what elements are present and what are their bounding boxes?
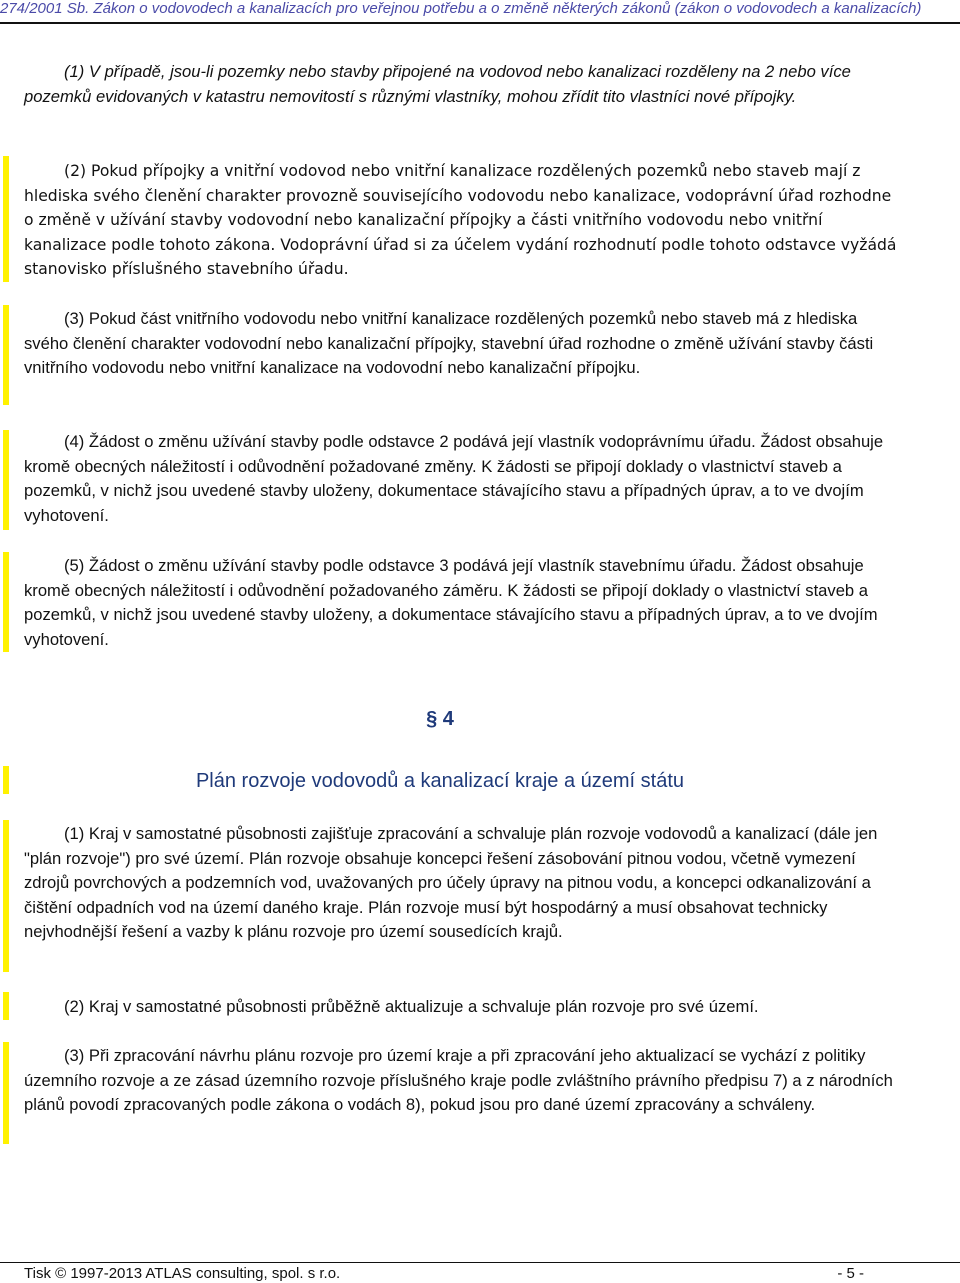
section-number: § 4: [426, 708, 454, 730]
section-paragraph-3: (3) Při zpracování návrhu plánu rozvoje pro území kraje a při zpracování jeho aktualizací se vychází z politiky územního rozvoje a ze zásad územního rozvoje příslušného kraje podle zvláštního právního předpisu 7) a z národních plánů povodí zpracovaných podle zákona o vodách 8), pokud jsou pro dané území zpracovány a schváleny.: [24, 1046, 893, 1115]
paragraph-1: (1) V případě, jsou-li pozemky nebo stavby připojené na vodovod nebo kanalizaci rozděleny na 2 nebo více pozemků evidovaných v katastru nemovitostí s různými vlastníky, mohou zřídit tito vlastníci nové přípojky.: [24, 62, 851, 106]
change-marker: [3, 1042, 9, 1144]
paragraph-4: (4) Žádost o změnu užívání stavby podle odstavce 2 podává její vlastník vodoprávnímu úřadu. Žádost obsahuje kromě obecných náležitostí i odůvodnění požadované změny. K žádosti se připojí doklady o vlastnictví staveb a pozemků, v nichž jsou uvedené stavby uloženy, dokumentace stávajícího stavu a případných úprav, a to ve dvojím vyhotovení.: [24, 432, 884, 525]
section-paragraph-2: (2) Kraj v samostatné působnosti průběžně aktualizuje a schvaluje plán rozvoje pro své území.: [64, 997, 759, 1016]
change-marker: [3, 156, 9, 282]
document-header: 274/2001 Sb. Zákon o vodovodech a kanalizacích pro veřejnou potřebu a o změně některých zákonů (zákon o vodovodech a kanalizacích): [0, 0, 922, 17]
paragraph-5: (5) Žádost o změnu užívání stavby podle odstavce 3 podává její vlastník stavebnímu úřadu. Žádost obsahuje kromě obecných náležitostí i odůvodnění požadovaného záměru. K žádosti se připojí doklady o vlastnictví staveb a pozemků, v nichž jsou uvedené stavby uloženy, a dokumentace stávajícího stavu a případných úprav, a to ve dvojím vyhotovení.: [24, 556, 878, 649]
paragraph-2: (2) Pokud přípojky a vnitřní vodovod nebo vnitřní kanalizace rozdělených pozemků nebo staveb mají z hlediska svého členění charakter provozně souvisejícího vodovodu nebo kanalizace, vodoprávní úřad rozhodne o změně v užívání stavby vodovodní nebo kanalizační přípojky a části vnitřního vodovodu nebo vnitřní kanalizace podle tohoto zákona. Vodoprávní úřad si za účelem vydání rozhodnutí podle tohoto odstavce vyžádá stanovisko příslušného stavebního úřadu.: [24, 162, 897, 279]
footer-divider: [0, 1262, 960, 1263]
change-marker: [3, 430, 9, 530]
change-marker: [3, 992, 9, 1020]
section-title: Plán rozvoje vodovodů a kanalizací kraje a území státu: [195, 770, 685, 792]
header-divider: [0, 22, 960, 24]
change-marker: [3, 552, 9, 652]
footer-copyright: Tisk © 1997-2013 ATLAS consulting, spol. s r.o.: [24, 1265, 341, 1282]
change-marker: [3, 820, 9, 972]
page-number: - 5 -: [837, 1265, 864, 1282]
change-marker: [3, 305, 9, 405]
section-paragraph-1: (1) Kraj v samostatné působnosti zajišťuje zpracování a schvaluje plán rozvoje vodovodů a kanalizací (dále jen "plán rozvoje") pro své území. Plán rozvoje obsahuje koncepci řešení zásobování pitnou vodou, včetně vymezení zdrojů povrchových a podzemních vod, uvažovaných pro účely úpravy na pitnou vodu, a koncepci odkanalizování a čištění odpadních vod na území daného kraje. Plán rozvoje musí být hospodárný a musí obsahovat technicky nejvhodnější řešení a vazby k plánu rozvoje pro území sousedících krajů.: [24, 824, 878, 942]
paragraph-3: (3) Pokud část vnitřního vodovodu nebo vnitřní kanalizace rozdělených pozemků nebo staveb má z hlediska svého členění charakter vodovodní nebo kanalizační přípojky, stavební úřad rozhodne o změně užívání stavby části vnitřního vodovodu nebo vnitřní kanalizace na vodovodní nebo kanalizační přípojku.: [24, 309, 874, 378]
